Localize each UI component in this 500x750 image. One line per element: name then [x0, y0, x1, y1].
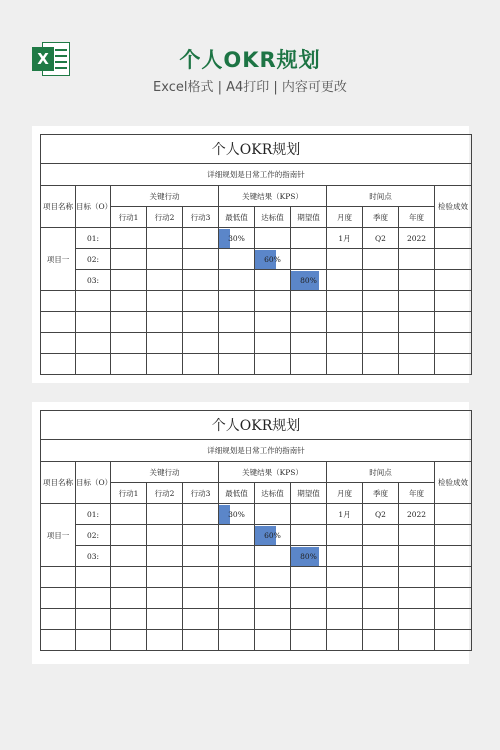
target-value-cell: 60% [255, 249, 291, 270]
goal-cell: 02: [76, 249, 111, 270]
table-row [41, 270, 472, 291]
header-check: 检验成效 [435, 186, 472, 228]
subheader-action2: 行动2 [147, 483, 183, 504]
page-title: 个人OKR规划 [179, 48, 321, 72]
subheader-action1: 行动1 [111, 483, 147, 504]
subheader-month: 月度 [327, 207, 363, 228]
subheader-quarter: 季度 [363, 207, 399, 228]
excel-logo-letter: X [32, 47, 54, 71]
subheader-quarter: 季度 [363, 483, 399, 504]
header-goal: 目标（O） [76, 462, 111, 504]
header-key-results: 关键结果（KPS） [219, 462, 327, 483]
expected-value-cell: 80% [291, 546, 327, 567]
year-cell: 2022 [399, 504, 435, 525]
min-value-cell: 30% [219, 228, 255, 249]
goal-cell: 01: [76, 504, 111, 525]
year-cell: 2022 [399, 228, 435, 249]
subheader-action1: 行动1 [111, 207, 147, 228]
header-key-actions: 关键行动 [111, 186, 219, 207]
project-name-cell: 项目一 [41, 228, 76, 291]
table-row [41, 333, 472, 354]
goal-cell: 01: [76, 228, 111, 249]
header-key-results: 关键结果（KPS） [219, 186, 327, 207]
header-time: 时间点 [327, 186, 435, 207]
subheader-min: 最低值 [219, 207, 255, 228]
min-value-cell: 30% [219, 504, 255, 525]
subheader-min: 最低值 [219, 483, 255, 504]
table-row [41, 567, 472, 588]
subheader-action3: 行动3 [183, 207, 219, 228]
subheader-target: 达标值 [255, 207, 291, 228]
table-row [41, 630, 472, 651]
project-name-cell: 项目一 [41, 504, 76, 567]
table-row [41, 525, 472, 546]
goal-cell: 02: [76, 525, 111, 546]
header-project: 项目名称 [41, 462, 76, 504]
target-value-cell: 60% [255, 525, 291, 546]
table-row [41, 546, 472, 567]
subheader-month: 月度 [327, 483, 363, 504]
table-row [41, 312, 472, 333]
sheet-title: 个人OKR规划 [41, 411, 472, 440]
subheader-expected: 期望值 [291, 483, 327, 504]
month-cell: 1月 [327, 228, 363, 249]
subheader-target: 达标值 [255, 483, 291, 504]
subheader-action3: 行动3 [183, 483, 219, 504]
header-project: 项目名称 [41, 186, 76, 228]
sheet-preview-2 [32, 402, 469, 664]
table-row [41, 249, 472, 270]
header-key-actions: 关键行动 [111, 462, 219, 483]
expected-value-cell: 80% [291, 270, 327, 291]
header-time: 时间点 [327, 462, 435, 483]
subheader-expected: 期望值 [291, 207, 327, 228]
goal-cell: 03: [76, 270, 111, 291]
quarter-cell: Q2 [363, 228, 399, 249]
sheet-title: 个人OKR规划 [41, 135, 472, 164]
header-check: 检验成效 [435, 462, 472, 504]
month-cell: 1月 [327, 504, 363, 525]
goal-cell: 03: [76, 546, 111, 567]
quarter-cell: Q2 [363, 504, 399, 525]
okr-table [40, 410, 472, 651]
sheet-subtitle: 详细规划是日常工作的指南针 [41, 164, 472, 186]
subheader-year: 年度 [399, 207, 435, 228]
table-row [41, 588, 472, 609]
table-row [41, 504, 472, 525]
table-row [41, 291, 472, 312]
table-row [41, 609, 472, 630]
table-row [41, 228, 472, 249]
subheader-year: 年度 [399, 483, 435, 504]
header-goal: 目标（O） [76, 186, 111, 228]
table-row [41, 354, 472, 375]
page-header [0, 0, 500, 120]
subheader-action2: 行动2 [147, 207, 183, 228]
page-subtitle: Excel格式 | A4打印 | 内容可更改 [153, 80, 347, 95]
sheet-preview-1 [32, 126, 469, 383]
okr-table [40, 134, 472, 375]
sheet-subtitle: 详细规划是日常工作的指南针 [41, 440, 472, 462]
